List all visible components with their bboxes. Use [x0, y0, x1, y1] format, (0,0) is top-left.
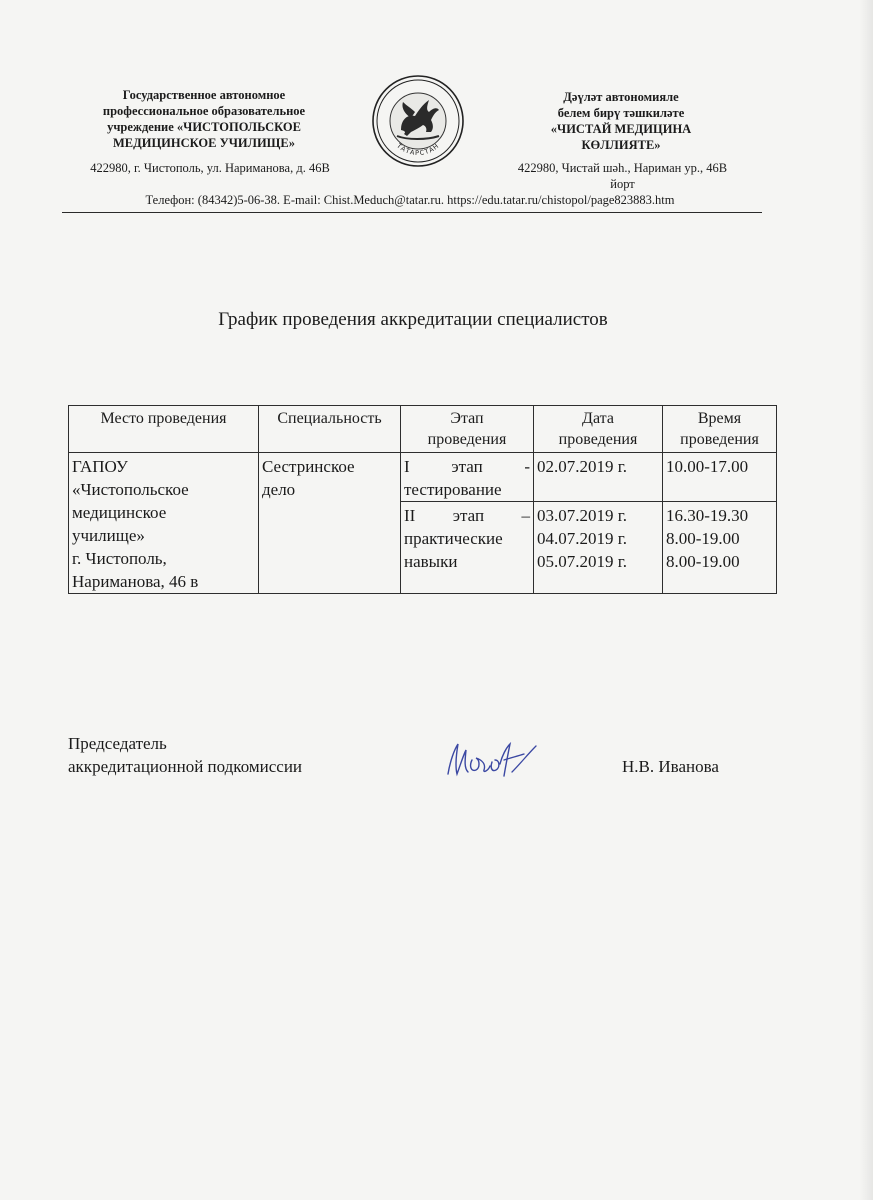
org-name-ru-line: Государственное автономное — [122, 88, 286, 102]
org-name-ru-line: профессиональное образовательное — [102, 104, 306, 118]
column-header-line: Этап — [450, 410, 484, 427]
time-line: 16.30-19.30 — [666, 506, 749, 525]
date-line: 05.07.2019 г. — [537, 552, 628, 571]
address-tt — [490, 160, 755, 192]
org-name-tt-line: белем бирү тәшкиләте — [557, 106, 685, 120]
signatory-position-line: Председатель — [68, 734, 167, 753]
org-name-ru-line: МЕДИЦИНСКОЕ УЧИЛИЩЕ» — [112, 136, 295, 150]
page-edge-shadow — [859, 0, 873, 1200]
specialty-cell — [259, 453, 401, 594]
date-line: 04.07.2019 г. — [537, 529, 628, 548]
stage-line: практические — [404, 529, 503, 548]
date-line: 02.07.2019 г. — [537, 457, 628, 476]
page-title: График проведения аккредитации специалистов — [218, 309, 608, 330]
venue-line: ГАПОУ — [72, 457, 128, 476]
emblem-lettering: ТАТАРСТАН — [395, 141, 441, 158]
venue-cell — [69, 453, 259, 594]
address-tt-line: 422980, Чистай шәһ., Нариман ур., 46В — [517, 161, 728, 175]
stage-cell — [401, 453, 534, 502]
schedule-table — [68, 405, 777, 594]
column-header-line: проведения — [680, 431, 759, 448]
time-line: 8.00-19.00 — [666, 529, 740, 548]
column-header-line: проведения — [558, 431, 638, 448]
venue-line: «Чистопольское — [72, 480, 189, 499]
signatory-name: Н.В. Иванова — [622, 757, 719, 776]
column-header-time — [663, 406, 777, 453]
time-cell — [663, 502, 777, 594]
time-line: 10.00-17.00 — [666, 457, 749, 476]
column-header-line: проведения — [427, 431, 507, 448]
venue-line: Нариманова, 46 в — [72, 572, 199, 591]
header-divider — [62, 212, 762, 213]
column-header-line: Время — [697, 410, 742, 427]
handwritten-signature — [438, 738, 542, 782]
column-header-line: Дата — [582, 410, 614, 427]
specialty-line: Сестринское — [262, 457, 355, 476]
column-header-line: Место проведения — [100, 410, 227, 427]
address-tt-line: йорт — [610, 177, 635, 191]
venue-line: г. Чистополь, — [72, 549, 167, 568]
address-ru: 422980, г. Чистополь, ул. Нариманова, д. 46В — [90, 161, 330, 175]
org-name-ru-line: учреждение «ЧИСТОПОЛЬСКОЕ — [107, 120, 301, 134]
org-name-tt-line: Дәүләт автономияле — [563, 90, 679, 104]
stage-line: навыки — [404, 552, 458, 571]
column-header-stage — [401, 406, 534, 453]
org-name-tt-line: КӨЛЛИЯТЕ» — [581, 138, 661, 152]
date-cell — [534, 453, 663, 502]
stage-line: I этап - — [404, 457, 530, 476]
stage-cell — [401, 502, 534, 594]
org-name-tt — [490, 89, 752, 153]
venue-line: училище» — [72, 526, 145, 545]
stage-line: II этап – — [404, 506, 530, 525]
time-cell — [663, 453, 777, 502]
venue-line: медицинское — [72, 503, 167, 522]
org-name-tt-line: «ЧИСТАЙ МЕДИЦИНА — [550, 122, 692, 136]
contacts-line: Телефон: (84342)5-06-38. E-mail: Chist.Meduch@tatar.ru. https://edu.tatar.ru/chistopol/page823883.htm — [145, 193, 675, 207]
date-line: 03.07.2019 г. — [537, 506, 628, 525]
table-row — [69, 453, 777, 502]
column-header-date — [534, 406, 663, 453]
column-header-specialty — [259, 406, 401, 453]
column-header-venue — [69, 406, 259, 453]
column-header-line: Специальность — [277, 410, 382, 427]
specialty-line: дело — [262, 480, 296, 499]
table-header-row — [69, 406, 777, 453]
signatory-position — [68, 732, 302, 778]
tatarstan-emblem-icon — [371, 74, 465, 168]
date-cell — [534, 502, 663, 594]
org-name-ru — [73, 87, 335, 151]
signatory-position-line: аккредитационной подкомиссии — [68, 757, 303, 776]
stage-line: тестирование — [404, 480, 502, 499]
time-line: 8.00-19.00 — [666, 552, 740, 571]
